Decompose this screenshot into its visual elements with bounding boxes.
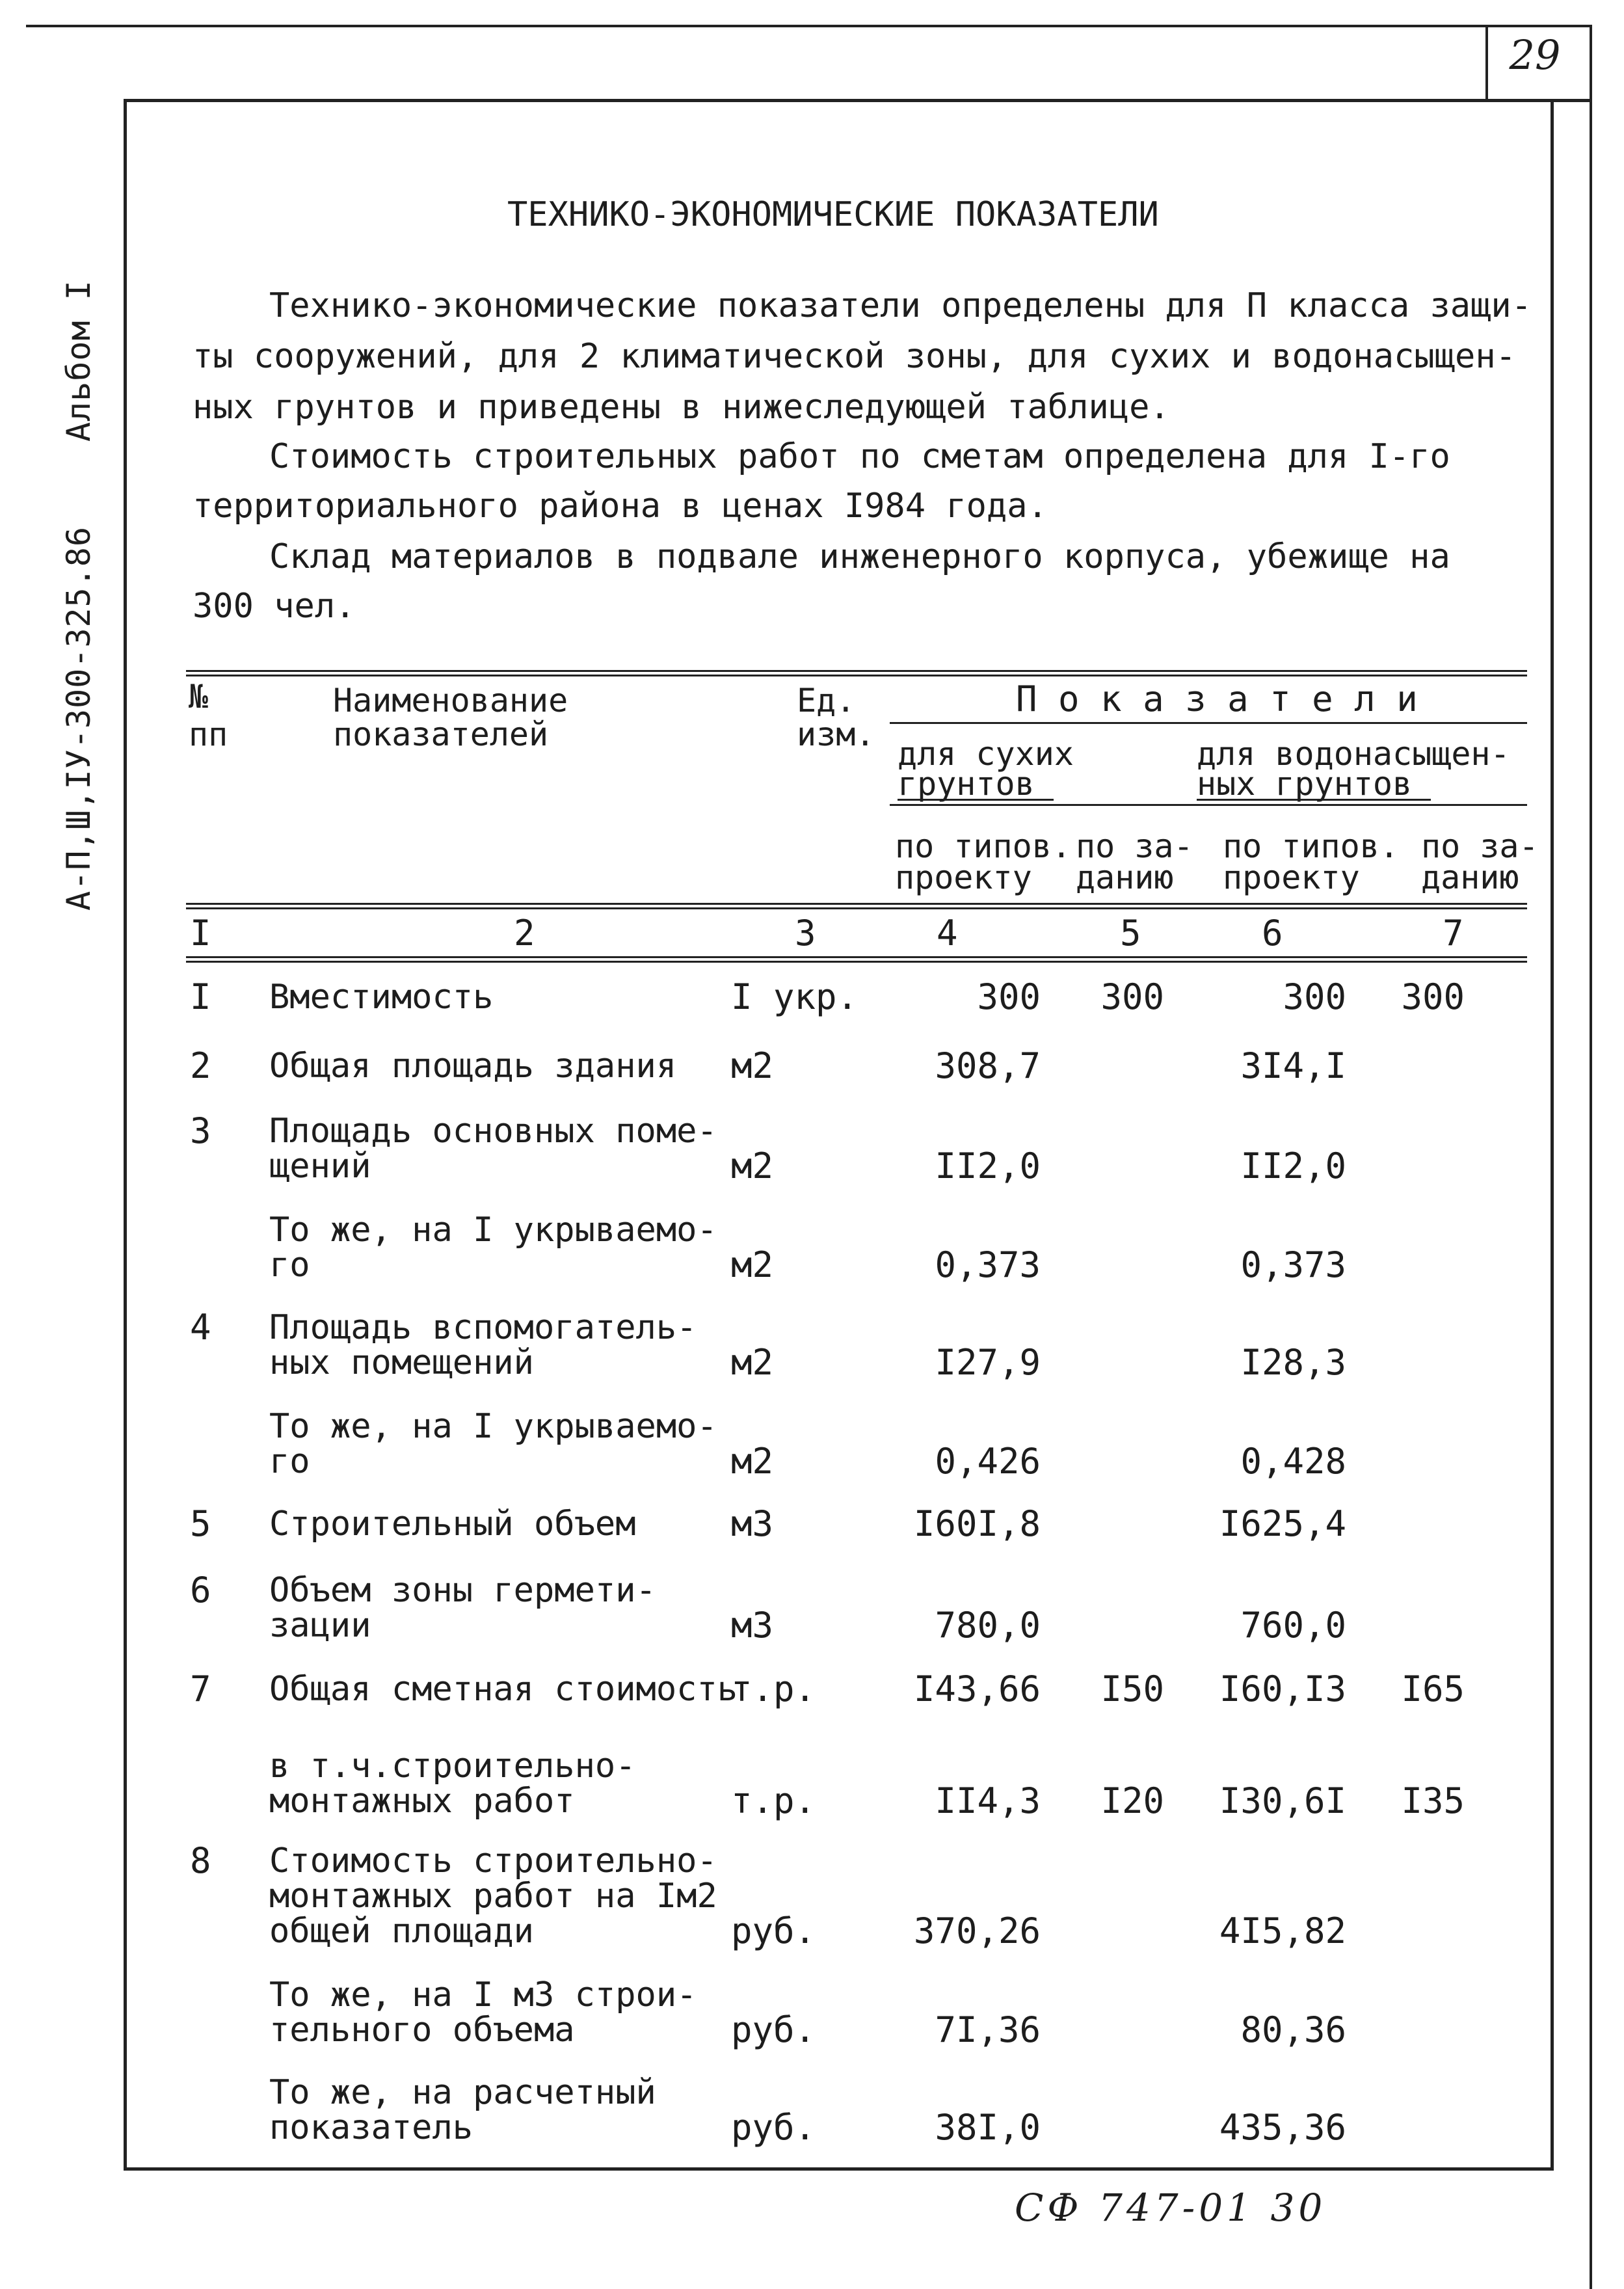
row-value-c4: II2,0: [935, 1145, 1041, 1186]
indicators-rule: [890, 722, 1527, 724]
row-number: 3: [190, 1110, 211, 1151]
header-indicators: П о к а з а т е л и: [1016, 678, 1418, 719]
row-value-c7: I65: [1401, 1668, 1465, 1709]
table-rule-top: [186, 670, 1527, 672]
row-name-line: Площадь основных поме-: [269, 1112, 717, 1151]
row-value-c5: I20: [1100, 1780, 1164, 1821]
page-number-box-left: [1485, 25, 1488, 101]
row-value-c6: I60,I3: [1219, 1668, 1346, 1709]
row-name-line: в т.ч.строительно-: [269, 1747, 636, 1786]
row-value-c5: I50: [1100, 1668, 1164, 1709]
row-value-c6: I30,6I: [1219, 1780, 1346, 1821]
row-number: I: [190, 976, 211, 1017]
row-number: 7: [190, 1668, 211, 1709]
row-name-line: монтажных работ на Iм2: [269, 1877, 717, 1916]
row-value-c6: 80,36: [1240, 2009, 1346, 2050]
paragraph-line: Стоимость строительных работ по сметам определена для I-го: [269, 437, 1450, 476]
row-value-c4: 7I,36: [935, 2009, 1041, 2050]
soil-rule: [890, 804, 1527, 806]
row-value-c6: I28,3: [1240, 1342, 1346, 1383]
header-typ2: проекту: [1223, 859, 1360, 896]
header-wet: ных грунтов: [1197, 765, 1413, 803]
side-label-album: Альбом I: [60, 280, 98, 442]
row-number: 5: [190, 1503, 211, 1544]
col-number: 6: [1262, 913, 1283, 954]
row-number: 8: [190, 1840, 211, 1881]
row-unit: т.р.: [731, 1668, 816, 1709]
row-value-c4: II4,3: [935, 1780, 1041, 1821]
header-wet: для водонасыщен-: [1197, 735, 1510, 773]
outer-right-line: [1590, 25, 1592, 2289]
row-unit: руб.: [731, 2009, 816, 2050]
row-unit: руб.: [731, 2107, 816, 2148]
paragraph-line: 300 чел.: [193, 587, 356, 626]
row-number: 4: [190, 1307, 211, 1348]
paragraph-line: территориального района в ценах I984 года.: [193, 487, 1048, 526]
header-dry: для сухих: [898, 735, 1074, 773]
col-number: 7: [1443, 913, 1464, 954]
row-name-line: го: [269, 1442, 310, 1481]
row-unit: I укр.: [731, 976, 859, 1017]
row-value-c4: I60I,8: [913, 1503, 1041, 1544]
header-bottom-rule: [186, 903, 1527, 905]
row-value-c4: 0,373: [935, 1244, 1041, 1285]
header-unit: изм.: [797, 716, 875, 753]
header-unit: Ед.: [797, 682, 856, 719]
row-value-c4: I43,66: [913, 1668, 1041, 1709]
row-unit: м3: [731, 1605, 774, 1646]
col-number: 2: [514, 913, 535, 954]
paragraph-line: Склад материалов в подвале инженерного корпуса, убежище на: [269, 537, 1450, 576]
frame-bottom: [124, 2167, 1554, 2171]
row-value-c6: 0,373: [1240, 1244, 1346, 1285]
frame-top: [125, 99, 1590, 102]
col-number: 5: [1120, 913, 1141, 954]
header-no: №: [189, 678, 209, 716]
col-number: 4: [937, 913, 958, 954]
row-value-c5: 300: [1100, 976, 1164, 1017]
col-number: I: [190, 913, 211, 954]
row-name-line: Общая сметная стоимость: [269, 1670, 738, 1709]
row-unit: м2: [731, 1145, 774, 1186]
footer-stamp: СФ 747-01 30: [1015, 2186, 1327, 2230]
row-name-line: То же, на I м3 строи-: [269, 1975, 697, 2015]
row-unit: м2: [731, 1244, 774, 1285]
row-name-line: монтажных работ: [269, 1782, 575, 1821]
paragraph-line: Технико-экономические показатели определены для П класса защи-: [269, 286, 1532, 325]
row-value-c7: I35: [1401, 1780, 1465, 1821]
header-dry: грунтов: [898, 765, 1035, 803]
col-numbers-rule: [186, 956, 1527, 958]
row-value-c4: 308,7: [935, 1045, 1041, 1086]
row-unit: м2: [731, 1441, 774, 1482]
row-name-line: го: [269, 1246, 310, 1285]
row-name-line: зации: [269, 1606, 371, 1645]
header-typ2: по типов.: [1223, 827, 1399, 865]
row-name-line: Общая площадь здания: [269, 1047, 677, 1086]
frame-right: [1551, 99, 1554, 2171]
row-name-line: То же, на расчетный: [269, 2073, 656, 2112]
side-label-code: А-П,Ш,IУ-300-325.86: [60, 526, 98, 911]
row-name-line: ных помещений: [269, 1343, 534, 1382]
row-unit: м2: [731, 1342, 774, 1383]
header-typ1: по типов.: [895, 827, 1071, 865]
row-value-c7: 300: [1401, 976, 1465, 1017]
row-value-c4: I27,9: [935, 1342, 1041, 1383]
row-name-line: Стоимость строительно-: [269, 1841, 717, 1881]
paragraph-line: ты сооружений, для 2 климатической зоны, для сухих и водонасыщен-: [193, 337, 1516, 376]
row-name-line: Площадь вспомогатель-: [269, 1308, 697, 1347]
paragraph-line: ных грунтов и приведены в нижеследующей таблице.: [193, 388, 1170, 427]
row-name-line: Объем зоны гермети-: [269, 1571, 656, 1610]
header-task1: по за-: [1076, 827, 1193, 865]
row-name-line: Строительный объем: [269, 1505, 636, 1544]
row-name-line: показатель: [269, 2108, 473, 2147]
row-name-line: То же, на I укрываемо-: [269, 1407, 717, 1446]
row-name-line: Вместимость: [269, 978, 494, 1017]
header-name: показателей: [333, 716, 549, 753]
header-task1: данию: [1076, 859, 1174, 896]
col-numbers-rule: [186, 961, 1527, 963]
page-title: ТЕХНИКО-ЭКОНОМИЧЕСКИЕ ПОКАЗАТЕЛИ: [507, 195, 1159, 234]
row-value-c4: 300: [977, 976, 1041, 1017]
side-label: [60, 280, 98, 911]
row-number: 6: [190, 1570, 211, 1611]
row-unit: м3: [731, 1503, 774, 1544]
row-value-c6: II2,0: [1240, 1145, 1346, 1186]
header-no: пп: [189, 716, 228, 753]
row-name-line: общей площади: [269, 1912, 534, 1951]
row-value-c6: 4I5,82: [1219, 1910, 1346, 1951]
table-rule-top: [186, 675, 1527, 676]
row-unit: м2: [731, 1045, 774, 1086]
row-value-c6: 300: [1283, 976, 1346, 1017]
row-name-line: щений: [269, 1147, 371, 1186]
row-name-line: тельного объема: [269, 2011, 575, 2050]
row-value-c6: 0,428: [1240, 1441, 1346, 1482]
row-number: 2: [190, 1045, 211, 1086]
page-number: 29: [1509, 31, 1561, 79]
row-unit: т.р.: [731, 1780, 816, 1821]
header-bottom-rule: [186, 907, 1527, 909]
row-value-c6: 760,0: [1240, 1605, 1346, 1646]
row-value-c6: 435,36: [1219, 2107, 1346, 2148]
row-value-c6: I625,4: [1219, 1503, 1346, 1544]
top-border-line: [26, 25, 1592, 27]
header-name: Наименование: [333, 682, 568, 719]
row-value-c4: 38I,0: [935, 2107, 1041, 2148]
row-value-c4: 370,26: [913, 1910, 1041, 1951]
row-unit: руб.: [731, 1910, 816, 1951]
header-task2: данию: [1421, 859, 1519, 896]
row-name-line: То же, на I укрываемо-: [269, 1211, 717, 1250]
header-task2: по за-: [1421, 827, 1539, 865]
col-number: 3: [795, 913, 816, 954]
row-value-c6: 3I4,I: [1240, 1045, 1346, 1086]
row-value-c4: 0,426: [935, 1441, 1041, 1482]
row-value-c4: 780,0: [935, 1605, 1041, 1646]
header-typ1: проекту: [895, 859, 1032, 896]
frame-left: [124, 99, 127, 2171]
